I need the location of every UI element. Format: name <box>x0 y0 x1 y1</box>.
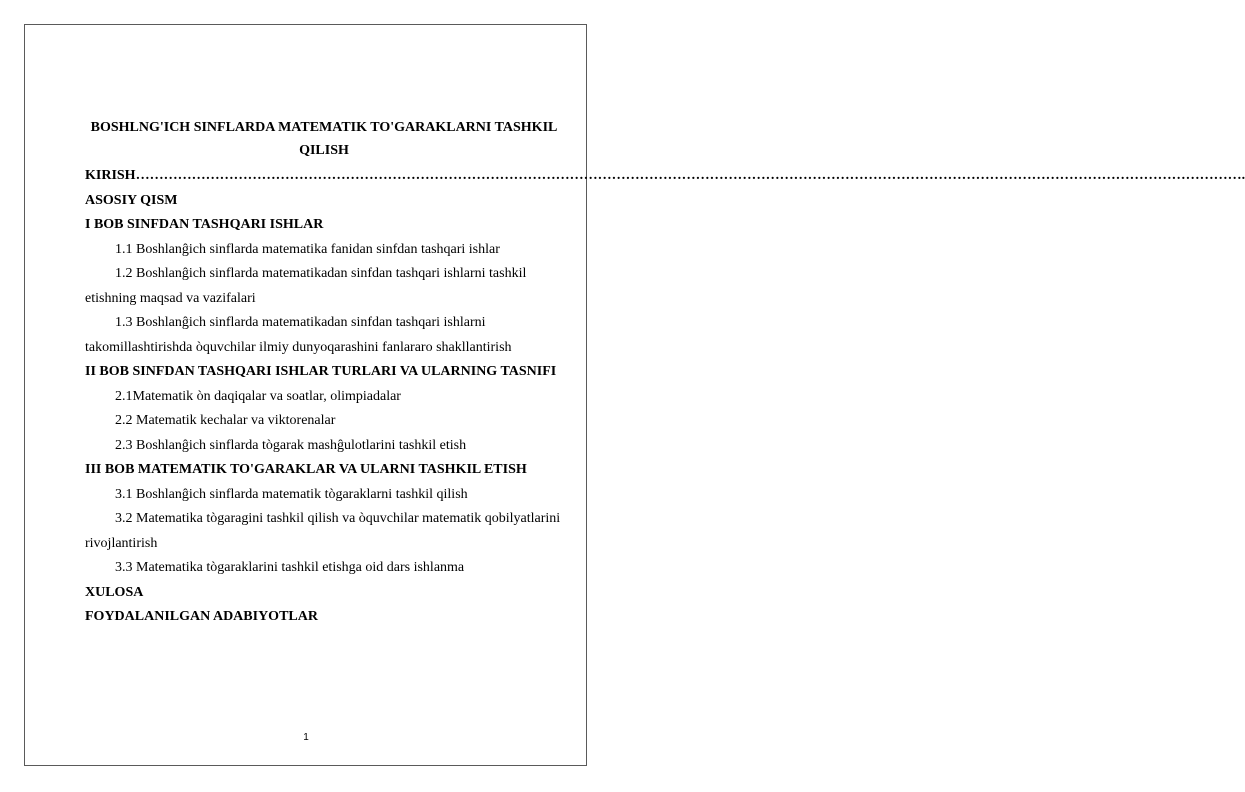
page-number: 1 <box>303 732 309 743</box>
toc-entry: 2.1Matematik òn daqiqalar va soatlar, olimpiadalar <box>115 388 401 404</box>
toc-entry: 1.1 Boshlanĝich sinflarda matematika fanidan sinfdan tashqari ishlar <box>115 241 500 257</box>
table-of-contents <box>85 116 1245 630</box>
toc-entry: 3.1 Boshlanĝich sinflarda matematik tògaraklarni tashkil qilish <box>115 486 468 502</box>
toc-entry: 2.3 Boshlanĝich sinflarda tògarak mashĝulotlarini tashkil etish <box>115 437 467 453</box>
toc-entry: 3.3 Matematika tògaraklarini tashkil etishga oid dars ishlanma <box>115 560 465 575</box>
toc-entry: 2.2 Matematik kechalar va viktorenalar <box>115 413 336 428</box>
toc-heading: I BOB SINFDAN TASHQARI ISHLAR <box>85 217 324 232</box>
toc-heading: II BOB SINFDAN TASHQARI ISHLAR TURLARI VA ULARNING TASNIFI <box>85 364 557 379</box>
toc-entry: rivojlantirish <box>85 535 158 551</box>
toc-entry: etishning maqsad va vazifalari <box>85 290 256 306</box>
toc-entry: 1.2 Boshlanĝich sinflarda matematikadan sinfdan tashqari ishlarni tashkil <box>115 266 527 281</box>
toc-heading: FOYDALANILGAN ADABIYOTLAR <box>85 609 318 624</box>
toc-heading: III BOB MATEMATIK TO'GARAKLAR VA ULARNI TASHKIL ETISH <box>85 462 527 477</box>
toc-entry: 1.3 Boshlanĝich sinflarda matematikadan sinfdan tashqari ishlarni <box>115 315 486 330</box>
document-title: BOSHLNG'ICH SINFLARDA MATEMATIK TO'GARAKLARNI TASHKIL QILISH <box>90 120 558 158</box>
toc-heading: XULOSA <box>85 584 144 600</box>
toc-entry: takomillashtirishda òquvchilar ilmiy dunyoqarashini fanlararo shakllantirish <box>85 339 512 355</box>
toc-heading: ASOSIY QISM <box>85 192 178 208</box>
toc-entry: 3.2 Matematika tògaragini tashkil qilish va òquvchilar matematik qobilyatlarini <box>115 511 561 526</box>
toc-list <box>85 164 1245 630</box>
toc-heading: KIRISH…………………………………………………………………………………………………………………………………………………………………………………………………………………. <box>85 168 1245 183</box>
